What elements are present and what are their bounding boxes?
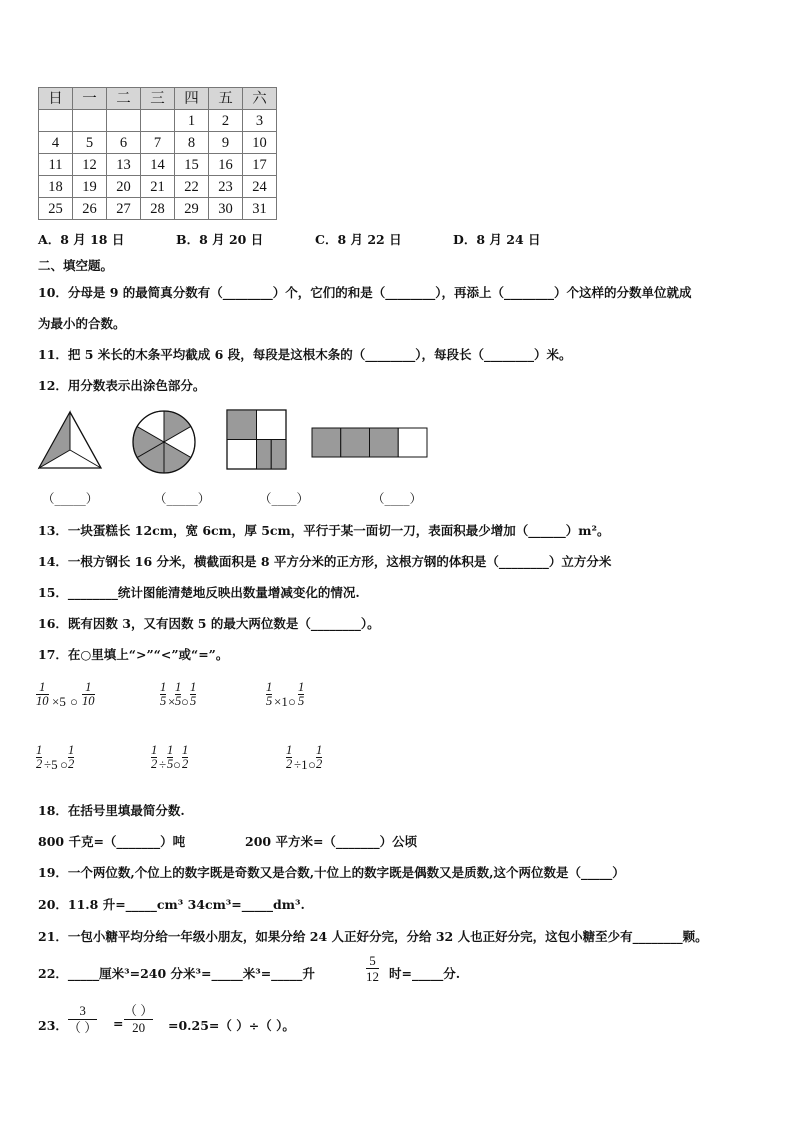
calendar-cell: 21	[141, 176, 175, 198]
fraction: $\frac{1}{2}$	[151, 743, 158, 771]
calendar-cell	[73, 110, 107, 132]
calendar-cell	[107, 110, 141, 132]
calendar-cell: 30	[209, 198, 243, 220]
section-heading: 二、填空题。	[38, 258, 114, 273]
fraction: $\frac{1}{2}$	[316, 743, 323, 771]
question-20: 20．11.8 升=_____cm³ 34cm³=_____dm³.	[38, 897, 305, 912]
question-18-b: 200 平方米=（_______）公顷	[245, 834, 418, 849]
question-17-title: 17．在○里填上“>”“<”或“=”。	[38, 647, 229, 662]
option-b: B．8 月 20 日	[176, 232, 264, 247]
compare-circle[interactable]: ○	[288, 694, 296, 709]
equals-sign: =	[113, 1016, 124, 1031]
calendar-cell: 6	[107, 132, 141, 154]
question-18-a: 800 千克=（_______）吨	[38, 834, 186, 849]
question-23-label: 23．	[38, 1018, 68, 1033]
question-12-title: 12．用分数表示出涂色部分。	[38, 378, 206, 393]
calendar-cell: 22	[175, 176, 209, 198]
calendar-cell: 1	[175, 110, 209, 132]
question-19: 19．一个两位数,个位上的数字既是奇数又是合数,十位上的数字既是偶数又是质数,这个两位数是（_____）	[38, 865, 625, 880]
calendar-row	[39, 176, 277, 198]
question-13: 13．一块蛋糕长 12cm，宽 6cm，厚 5cm，平行于某一面切一刀，表面积最少增加（______）m²。	[38, 523, 610, 538]
calendar-cell: 10	[243, 132, 277, 154]
fraction-blank-over-twenty: （ ） 20	[124, 1003, 154, 1035]
calendar-cell: 24	[243, 176, 277, 198]
fraction: $\frac{1}{5}$	[175, 680, 182, 708]
calendar-table	[38, 87, 277, 220]
figure-answer-blank[interactable]: （_____）	[154, 491, 211, 506]
fraction-three-over-blank: 3 （ ）	[68, 1003, 98, 1035]
question-22-part1: 22．_____厘米³=240 分米³=_____米³=_____升	[38, 966, 315, 981]
calendar-cell: 29	[175, 198, 209, 220]
fraction: $\frac{1}{5}$	[160, 680, 167, 708]
calendar-header-row	[39, 88, 277, 110]
option-a: A．8 月 18 日	[38, 232, 125, 247]
fraction: $\frac{1}{2}$	[36, 743, 43, 771]
calendar-cell: 17	[243, 154, 277, 176]
calendar-header-cell: 四	[175, 88, 209, 110]
calendar-row	[39, 110, 277, 132]
compare-circle[interactable]: ○	[70, 694, 78, 709]
compare-circle[interactable]: ○	[308, 757, 316, 772]
calendar-cell: 23	[209, 176, 243, 198]
calendar-cell: 2	[209, 110, 243, 132]
calendar-cell: 25	[39, 198, 73, 220]
calendar-cell: 31	[243, 198, 277, 220]
calendar-cell: 19	[73, 176, 107, 198]
fraction: $\frac{1}{10}$	[82, 680, 95, 708]
calendar-header-cell: 六	[243, 88, 277, 110]
shaded-triangle-figure	[36, 408, 106, 472]
calendar-cell: 27	[107, 198, 141, 220]
shaded-square-figure	[225, 408, 288, 471]
question-21: 21．一包小糖平均分给一年级小朋友，如果分给 24 人正好分完，分给 32 人也正好分完，这包小糖至少有________颗。	[38, 929, 708, 944]
calendar-cell: 20	[107, 176, 141, 198]
calendar-header-cell: 一	[73, 88, 107, 110]
calendar-cell: 11	[39, 154, 73, 176]
fraction: $\frac{1}{5}$	[190, 680, 197, 708]
calendar-header-cell: 二	[107, 88, 141, 110]
calendar-cell: 5	[73, 132, 107, 154]
option-c: C．8 月 22 日	[315, 232, 402, 247]
question-15: 15．________统计图能清楚地反映出数量增减变化的情况.	[38, 585, 360, 600]
compare-circle[interactable]: ○	[60, 757, 68, 772]
calendar-cell: 3	[243, 110, 277, 132]
calendar-cell: 12	[73, 154, 107, 176]
calendar-header-cell: 三	[141, 88, 175, 110]
calendar-cell: 9	[209, 132, 243, 154]
compare-circle[interactable]: ○	[181, 694, 189, 709]
fraction: $\frac{1}{5}$	[167, 743, 174, 771]
fraction: $\frac{1}{2}$	[286, 743, 293, 771]
compare-circle[interactable]: ○	[173, 757, 181, 772]
calendar-row	[39, 198, 277, 220]
calendar-cell	[39, 110, 73, 132]
fraction: $\frac{1}{5}$	[266, 680, 273, 708]
fraction: $\frac{1}{2}$	[68, 743, 75, 771]
calendar-header-cell: 日	[39, 88, 73, 110]
question-14: 14．一根方钢长 16 分米，横截面积是 8 平方分米的正方形，这根方钢的体积是（________）立方分米	[38, 554, 612, 569]
calendar-cell: 4	[39, 132, 73, 154]
calendar-cell: 13	[107, 154, 141, 176]
calendar-cell: 8	[175, 132, 209, 154]
calendar-header-cell: 五	[209, 88, 243, 110]
shaded-rectangle-figure	[310, 426, 430, 460]
question-18-title: 18．在括号里填最简分数.	[38, 803, 185, 818]
calendar-cell: 26	[73, 198, 107, 220]
question-10-line1: 10．分母是 9 的最简真分数有（________）个，它们的和是（________），再添上（________）个这样的分数单位就成	[38, 285, 692, 300]
fraction: $\frac{1}{2}$	[182, 743, 189, 771]
calendar-cell: 16	[209, 154, 243, 176]
calendar-row	[39, 154, 277, 176]
calendar-cell	[141, 110, 175, 132]
calendar-cell: 28	[141, 198, 175, 220]
calendar-row	[39, 132, 277, 154]
question-11: 11．把 5 米长的木条平均截成 6 段，每段是这根木条的（________），每段长（________）米。	[38, 347, 572, 362]
calendar-cell: 15	[175, 154, 209, 176]
calendar-cell: 7	[141, 132, 175, 154]
figure-answer-blank[interactable]: （____）	[259, 491, 310, 506]
fraction: $\frac{1}{5}$	[298, 680, 305, 708]
question-16: 16．既有因数 3，又有因数 5 的最大两位数是（________）。	[38, 616, 380, 631]
fraction: $\frac{1}{10}$	[36, 680, 49, 708]
question-10-line2: 为最小的合数。	[38, 316, 126, 331]
question-22-part2: 时=_____分.	[389, 966, 461, 981]
option-d: D．8 月 24 日	[453, 232, 541, 247]
fraction-five-twelfths: $\frac{5}{12}$	[366, 953, 379, 984]
calendar-cell: 18	[39, 176, 73, 198]
figure-answer-blank[interactable]: （_____）	[42, 491, 99, 506]
question-23-rest: =0.25=（ ）÷（ ）。	[168, 1018, 295, 1033]
calendar-cell: 14	[141, 154, 175, 176]
shaded-circle-figure	[130, 408, 198, 476]
figure-answer-blank[interactable]: （____）	[372, 491, 423, 506]
